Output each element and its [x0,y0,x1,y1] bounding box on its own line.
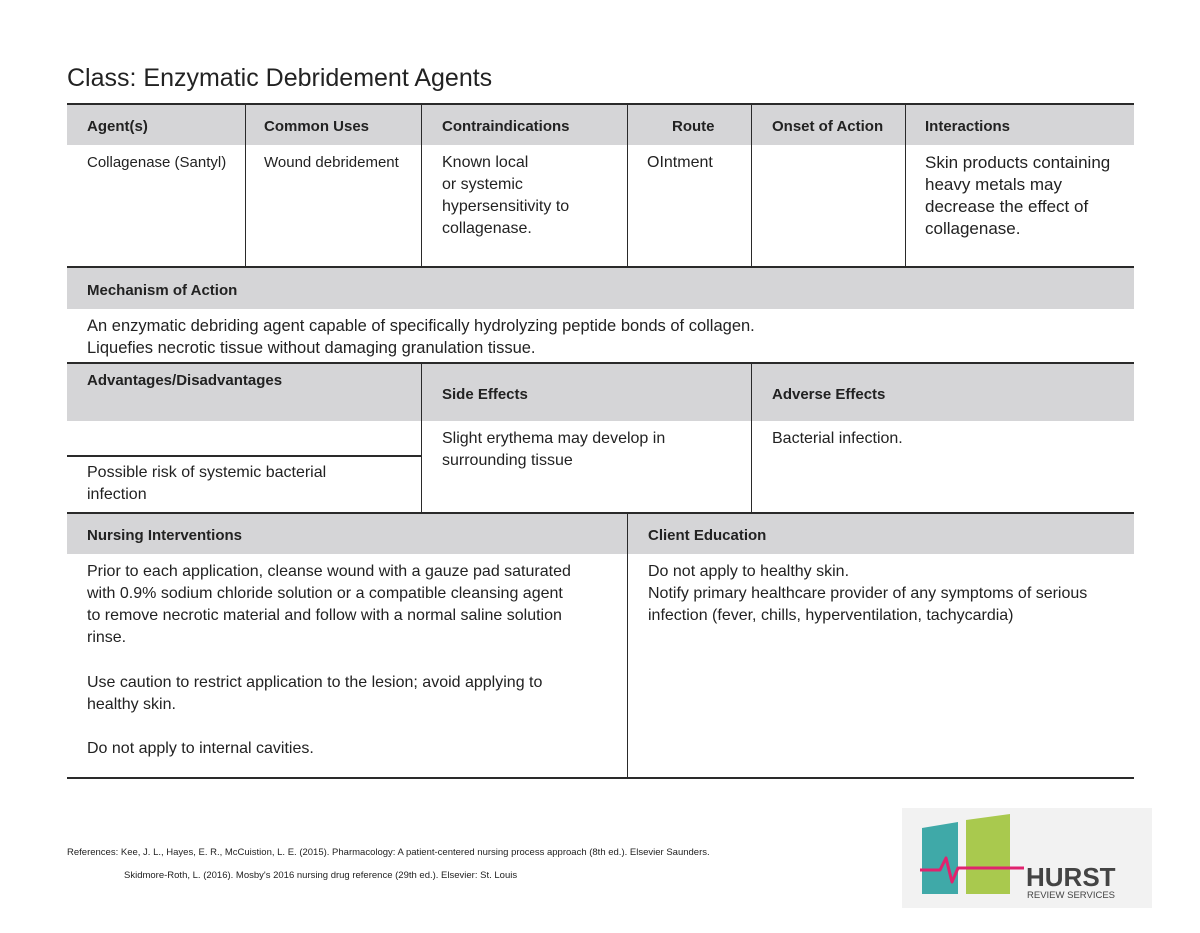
mechanism-text: An enzymatic debriding agent capable of specifically hydrolyzing peptide bonds of collagen. Liquefies necrotic tissue without damaging granulation tissue. [87,317,755,357]
mechanism-header: Mechanism of Action [87,282,238,299]
page-title: Class: Enzymatic Debridement Agents [67,64,493,92]
col-divider [751,105,752,267]
education-text: Do not apply to healthy skin. Notify primary healthcare provider of any symptoms of serious infection (fever, chills, hyperventilation, tachycardia) [648,563,1088,624]
reference-1: References: Kee, J. L., Hayes, E. R., McCuistion, L. E. (2015). Pharmacology: A patient-centered nursing process approach (8th ed.). Elsevier Saunders. [67,847,710,858]
bottom-rule [67,777,1134,779]
header-common-uses: Common Uses [264,118,370,135]
header-contraindications: Contraindications [442,118,570,135]
logo-tagline: REVIEW SERVICES [1027,890,1115,901]
advantages-header: Advantages/Disadvantages [87,372,283,389]
cell-interactions: Skin products containing heavy metals may decrease the effect of collagenase. [925,153,1111,238]
col-divider [905,105,906,267]
col-divider [751,364,752,512]
nursing-header: Nursing Interventions [87,527,243,544]
logo-green-block [966,814,1010,894]
hurst-logo-graphic [902,808,1152,908]
col-divider [627,105,628,267]
cell-route: OIntment [647,154,713,171]
header-agents: Agent(s) [87,118,148,135]
cell-contraindications: Known local or systemic hypersensitivity to collagenase. [442,154,570,237]
header-interactions: Interactions [925,118,1011,135]
reference-2: Skidmore-Roth, L. (2016). Mosby's 2016 nursing drug reference (29th ed.). Elsevier: St. Louis [124,870,518,881]
col-divider [421,105,422,267]
col-divider [421,364,422,512]
col-divider [245,105,246,267]
side-effects-header: Side Effects [442,386,528,403]
disadvantages-text: Possible risk of systemic bacterial infection [87,464,327,503]
side-effects-text: Slight erythema may develop in surrounding tissue [442,430,666,469]
nursing-paragraph-3: Do not apply to internal cavities. [87,740,314,757]
col-divider [627,514,628,779]
cell-common-uses: Wound debridement [264,154,399,171]
top-rule [67,103,1134,105]
advantages-divider [67,455,421,457]
nursing-paragraph-2: Use caution to restrict application to the lesion; avoid applying to healthy skin. [87,674,543,713]
logo-wordmark: HURST [1026,862,1116,892]
cell-agent: Collagenase (Santyl) [87,154,227,171]
education-header: Client Education [648,527,767,544]
nursing-paragraph-1: Prior to each application, cleanse wound with a gauze pad saturated with 0.9% sodium chloride solution or a compatible cleansing agent to remove necrotic material and follow with a normal saline solution rinse. [87,563,571,646]
hurst-logo [902,808,1152,908]
adverse-effects-header: Adverse Effects [772,386,886,403]
adverse-effects-text: Bacterial infection. [772,430,903,447]
header-onset: Onset of Action [772,118,884,135]
header-route: Route [672,118,715,135]
